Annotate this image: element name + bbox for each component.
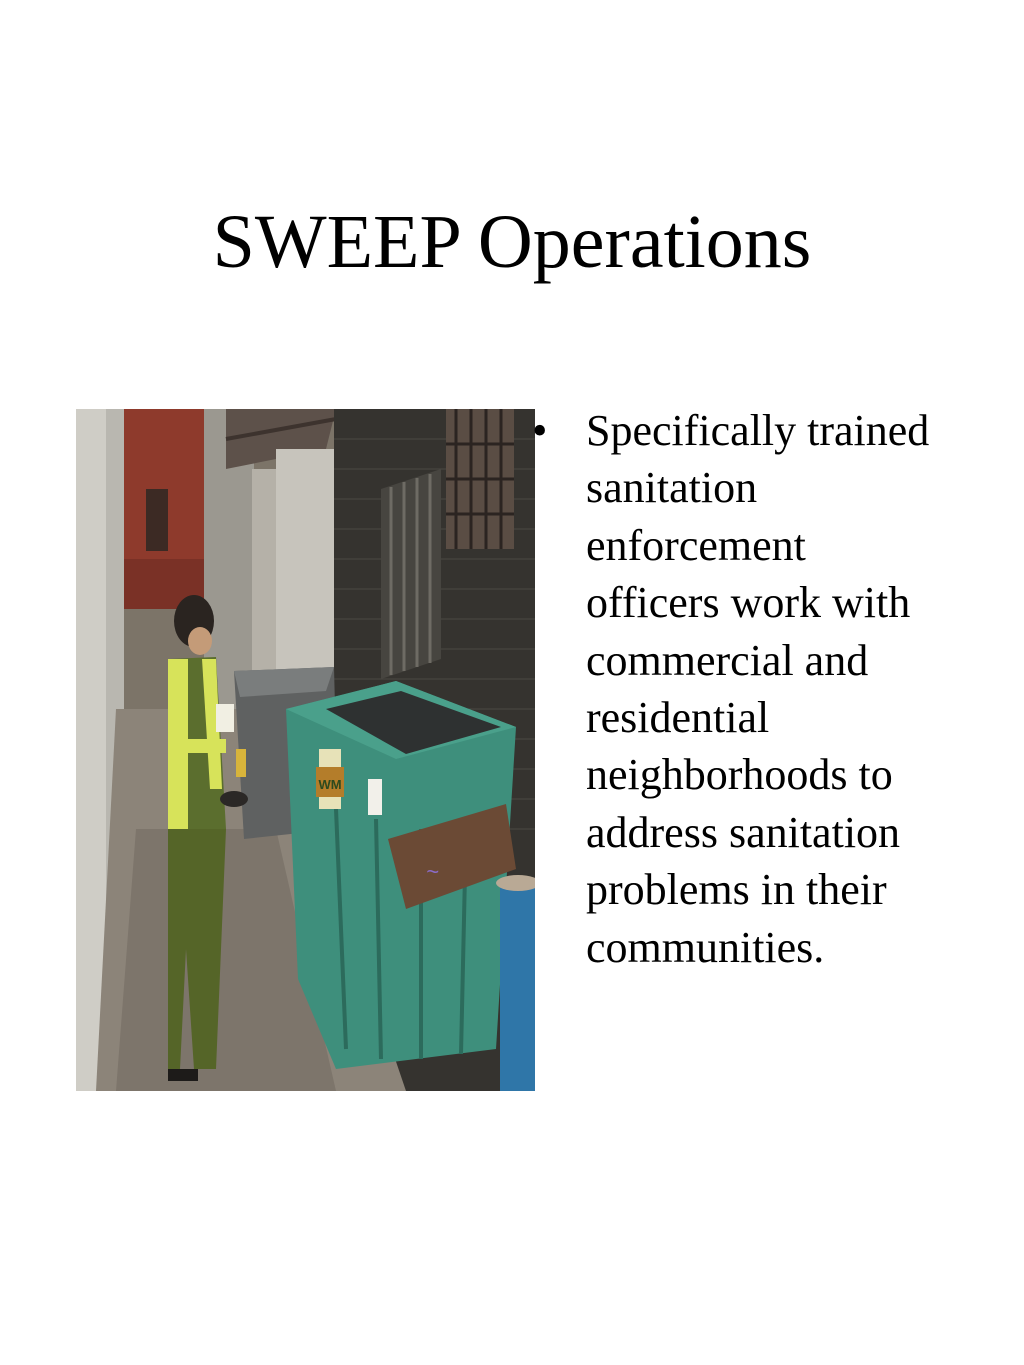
bullet-list <box>530 402 1000 976</box>
slide-title: SWEEP Operations <box>212 200 812 284</box>
bullet-item <box>530 402 1000 976</box>
svg-text:~: ~ <box>426 859 439 884</box>
bullet-text: Specifically trained sanitation enforcement officers work with commercial and residential neighborhoods to address sanitation problems in their communities. <box>586 406 930 972</box>
bullet-marker: • <box>532 406 548 455</box>
dumpster-logo: WM <box>318 777 342 792</box>
alley-dumpster-officer-photo <box>76 409 535 1091</box>
photo-illustration <box>76 409 535 1091</box>
